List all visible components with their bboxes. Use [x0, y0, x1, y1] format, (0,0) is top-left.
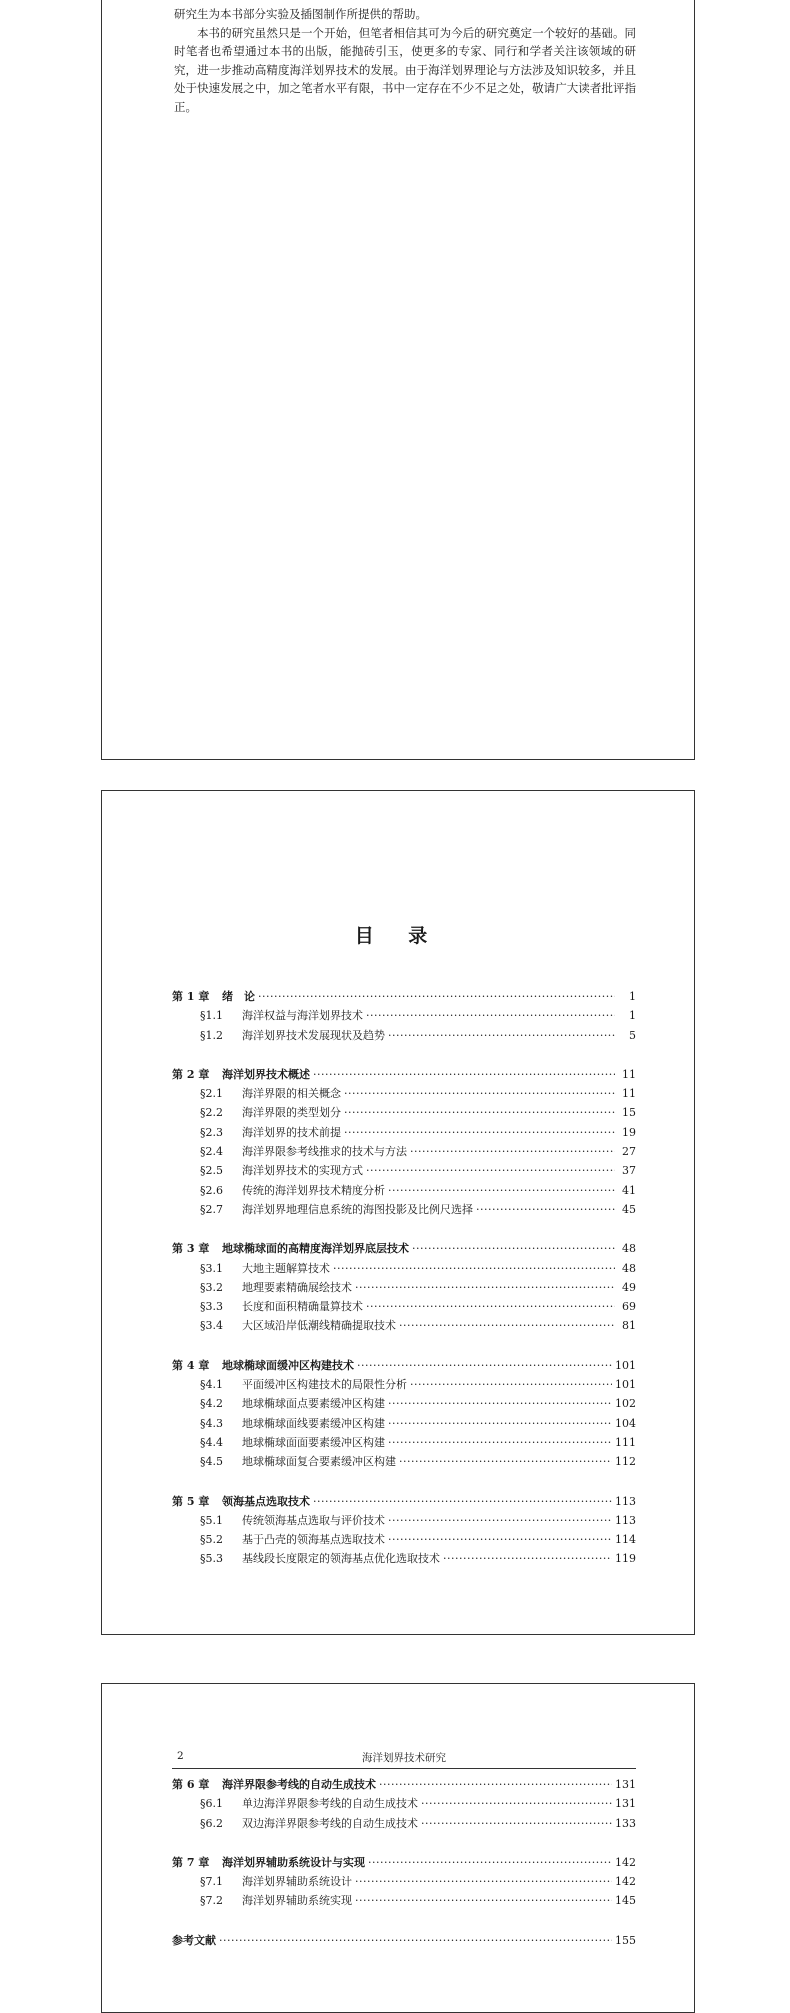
toc-chapter-group — [172, 988, 636, 1046]
entry-title: 海洋划界技术概述 — [222, 1067, 310, 1081]
toc-chapter-group — [172, 1854, 636, 1912]
entry-title: 海洋划界辅助系统实现 — [242, 1894, 352, 1908]
entry-number: 第 4 章 — [172, 1358, 210, 1372]
entry-title: 基线段长度限定的领海基点优化选取技术 — [242, 1552, 440, 1566]
dot-leader — [344, 1106, 615, 1119]
preface-text — [174, 5, 636, 117]
dot-leader — [355, 1281, 615, 1294]
toc-section-entry[interactable] — [172, 1892, 636, 1911]
entry-title: 大区域沿岸低潮线精确提取技术 — [242, 1319, 396, 1333]
toc-section-entry[interactable] — [172, 1873, 636, 1892]
entry-title: 海洋界限的类型划分 — [242, 1106, 341, 1120]
entry-number: 第 6 章 — [172, 1778, 210, 1791]
entry-page-number: 101 — [615, 1358, 636, 1372]
entry-page-number: 102 — [615, 1397, 636, 1411]
entry-number: §5.2 — [200, 1533, 223, 1547]
toc-chapter-entry[interactable] — [172, 1493, 636, 1512]
entry-title: 平面缓冲区构建技术的局限性分析 — [242, 1378, 407, 1392]
entry-page-number: 27 — [622, 1145, 636, 1159]
entry-number: §5.1 — [200, 1513, 223, 1527]
dot-leader — [355, 1875, 612, 1888]
dot-leader — [379, 1778, 612, 1791]
dot-leader — [366, 1009, 615, 1022]
entry-page-number: 131 — [615, 1778, 636, 1791]
entry-title: 地球椭球面复合要素缓冲区构建 — [242, 1455, 396, 1469]
running-title: 海洋划界技术研究 — [362, 1752, 446, 1764]
entry-page-number: 113 — [615, 1513, 636, 1527]
entry-page-number: 48 — [622, 1261, 636, 1275]
entry-number: §2.3 — [200, 1125, 223, 1139]
entry-number: §5.3 — [200, 1552, 223, 1566]
toc-section-entry[interactable] — [172, 1162, 636, 1181]
dot-leader — [368, 1856, 612, 1869]
entry-title: 海洋划界技术的实现方式 — [242, 1164, 363, 1178]
entry-number: 第 2 章 — [172, 1067, 210, 1081]
entry-title: 海洋划界辅助系统设计与实现 — [222, 1855, 365, 1869]
entry-number: §7.2 — [200, 1894, 223, 1908]
entry-title: 领海基点选取技术 — [222, 1494, 310, 1508]
entry-page-number: 1 — [629, 990, 636, 1003]
entry-page-number: 11 — [622, 1067, 636, 1081]
entry-number: §4.4 — [200, 1435, 223, 1449]
entry-title: 海洋界限参考线推求的技术与方法 — [242, 1145, 407, 1159]
dot-leader — [412, 1242, 615, 1255]
toc-section-entry[interactable] — [172, 1453, 636, 1472]
entry-title: 绪 论 — [222, 990, 255, 1003]
entry-number: §7.1 — [200, 1875, 223, 1889]
dot-leader — [421, 1817, 612, 1830]
toc-chapter-group — [172, 1066, 636, 1220]
entry-title: 地球椭球面的高精度海洋划界底层技术 — [222, 1242, 409, 1256]
toc-chapter-entry[interactable] — [172, 988, 636, 1007]
entry-title: 海洋划界辅助系统设计 — [242, 1875, 352, 1889]
toc-section-entry[interactable] — [172, 1512, 636, 1531]
dot-leader — [443, 1552, 612, 1565]
entry-number: §2.6 — [200, 1183, 223, 1197]
entry-page-number: 104 — [615, 1416, 636, 1430]
toc-chapter-entry[interactable] — [172, 1776, 636, 1795]
entry-page-number: 113 — [615, 1494, 636, 1508]
entry-title: 海洋划界技术发展现状及趋势 — [242, 1028, 385, 1042]
toc-section-entry[interactable] — [172, 1395, 636, 1414]
dot-leader — [258, 990, 615, 1003]
entry-page-number: 145 — [615, 1894, 636, 1908]
toc-section-entry[interactable] — [172, 1085, 636, 1104]
entry-number: §4.1 — [200, 1378, 223, 1392]
entry-page-number: 155 — [615, 1933, 636, 1947]
entry-number: §6.2 — [200, 1816, 223, 1830]
toc-section-entry[interactable] — [172, 1124, 636, 1143]
toc-section-entry[interactable] — [172, 1182, 636, 1201]
entry-number: §1.1 — [200, 1009, 223, 1023]
entry-page-number: 5 — [629, 1028, 636, 1042]
dot-leader — [357, 1359, 612, 1372]
toc-section-entry[interactable] — [172, 1104, 636, 1123]
dot-leader — [399, 1455, 612, 1468]
entry-title: 大地主题解算技术 — [242, 1261, 330, 1275]
toc-chapter-group — [172, 1357, 636, 1473]
toc-title: 目 录 — [354, 925, 442, 947]
entry-page-number: 133 — [615, 1816, 636, 1830]
dot-leader — [388, 1184, 615, 1197]
entry-number: §2.4 — [200, 1145, 223, 1159]
entry-page-number: 101 — [615, 1378, 636, 1392]
dot-leader — [366, 1164, 615, 1177]
dot-leader — [388, 1514, 612, 1527]
toc-chapter-group — [172, 1240, 636, 1336]
entry-title: 传统领海基点选取与评价技术 — [242, 1513, 385, 1527]
entry-title: 地理要素精确展绘技术 — [242, 1280, 352, 1294]
entry-page-number: 131 — [615, 1797, 636, 1811]
entry-page-number: 114 — [615, 1533, 636, 1547]
entry-number: §3.3 — [200, 1300, 223, 1314]
entry-page-number: 11 — [622, 1087, 636, 1101]
toc-section-entry[interactable] — [172, 1376, 636, 1395]
entry-number: §2.7 — [200, 1202, 223, 1216]
entry-title: 传统的海洋划界技术精度分析 — [242, 1183, 385, 1197]
dot-leader — [399, 1319, 615, 1332]
toc-chapter-group — [172, 1493, 636, 1570]
toc-section-entry[interactable] — [172, 1279, 636, 1298]
entry-title: 长度和面积精确量算技术 — [242, 1300, 363, 1314]
entry-page-number: 81 — [622, 1319, 636, 1333]
toc-section-entry[interactable] — [172, 1201, 636, 1220]
preface-paragraph-1: 研究生为本书部分实验及插图制作所提供的帮助。 — [174, 7, 427, 21]
dot-leader — [355, 1894, 612, 1907]
toc-list-page-2 — [172, 1776, 636, 1971]
toc-section-entry[interactable] — [172, 1531, 636, 1550]
entry-number: §3.4 — [200, 1319, 223, 1333]
dot-leader — [388, 1397, 612, 1410]
toc-list-page-1 — [172, 988, 636, 1590]
entry-title: 地球椭球面缓冲区构建技术 — [222, 1358, 354, 1372]
entry-number: §3.1 — [200, 1261, 223, 1275]
entry-title: 海洋划界地理信息系统的海图投影及比例尺选择 — [242, 1202, 473, 1216]
toc-section-entry[interactable] — [172, 1027, 636, 1046]
entry-page-number: 119 — [615, 1552, 636, 1566]
toc-chapter-group — [172, 1932, 636, 1951]
entry-number: §4.5 — [200, 1455, 223, 1469]
entry-page-number: 45 — [622, 1202, 636, 1216]
entry-number: §2.2 — [200, 1106, 223, 1120]
entry-number: §4.2 — [200, 1397, 223, 1411]
dot-leader — [388, 1417, 612, 1430]
entry-title: 海洋界限的相关概念 — [242, 1087, 341, 1101]
entry-page-number: 48 — [622, 1242, 636, 1256]
preface-paragraph-2: 本书的研究虽然只是一个开始，但笔者相信其可为今后的研究奠定一个较好的基础。同时笔者也希望通过本书的出版，能抛砖引玉，使更多的专家、同行和学者关注该领域的研究，进一步推动高精度海洋划界技术的发展。由于海洋划界理论与方法涉及知识较多，并且处于快速发展之中，加之笔者水平有限，书中一定存在不少不足之处，敬请广大读者批评指正。 — [174, 25, 636, 114]
entry-number: §3.2 — [200, 1280, 223, 1294]
entry-number: 第 3 章 — [172, 1242, 210, 1256]
toc-chapter-group — [172, 1776, 636, 1834]
toc-section-entry[interactable] — [172, 1298, 636, 1317]
entry-number: 第 1 章 — [172, 990, 210, 1003]
entry-page-number: 15 — [622, 1106, 636, 1120]
dot-leader — [313, 1068, 615, 1081]
toc-chapter-entry[interactable] — [172, 1066, 636, 1085]
entry-page-number: 37 — [622, 1164, 636, 1178]
toc-section-entry[interactable] — [172, 1317, 636, 1336]
entry-page-number: 112 — [615, 1455, 636, 1469]
entry-page-number: 49 — [622, 1280, 636, 1294]
toc-section-entry[interactable] — [172, 1795, 636, 1814]
entry-title: 单边海洋界限参考线的自动生成技术 — [242, 1797, 418, 1811]
dot-leader — [421, 1797, 612, 1810]
toc-section-entry[interactable] — [172, 1550, 636, 1569]
toc-section-entry[interactable] — [172, 1007, 636, 1026]
book-page-toc-1 — [101, 790, 695, 1635]
entry-number: §1.2 — [200, 1028, 223, 1042]
entry-page-number: 41 — [622, 1183, 636, 1197]
dot-leader — [476, 1203, 615, 1216]
entry-title: 地球椭球面点要素缓冲区构建 — [242, 1397, 385, 1411]
running-header — [172, 1748, 636, 1769]
toc-section-entry[interactable] — [172, 1415, 636, 1434]
dot-leader — [410, 1378, 612, 1391]
toc-section-entry[interactable] — [172, 1434, 636, 1453]
dot-leader — [388, 1533, 612, 1546]
entry-number: §4.3 — [200, 1416, 223, 1430]
dot-leader — [344, 1126, 615, 1139]
entry-page-number: 142 — [615, 1855, 636, 1869]
dot-leader — [333, 1262, 615, 1275]
entry-page-number: 111 — [615, 1435, 636, 1449]
dot-leader — [388, 1436, 612, 1449]
entry-title: 双边海洋界限参考线的自动生成技术 — [242, 1816, 418, 1830]
entry-title: 海洋界限参考线的自动生成技术 — [222, 1778, 376, 1791]
dot-leader — [344, 1087, 615, 1100]
toc-section-entry[interactable] — [172, 1143, 636, 1162]
entry-number: §2.5 — [200, 1164, 223, 1178]
entry-page-number: 69 — [622, 1300, 636, 1314]
page-number: 2 — [177, 1750, 184, 1762]
toc-chapter-entry[interactable] — [172, 1932, 636, 1951]
entry-title: 地球椭球面面要素缓冲区构建 — [242, 1435, 385, 1449]
dot-leader — [388, 1029, 615, 1042]
book-page-toc-2 — [101, 1683, 695, 2013]
entry-title: 地球椭球面线要素缓冲区构建 — [242, 1416, 385, 1430]
toc-chapter-entry[interactable] — [172, 1240, 636, 1259]
entry-title: 海洋权益与海洋划界技术 — [242, 1009, 363, 1023]
entry-number: §2.1 — [200, 1087, 223, 1101]
entry-number: 第 7 章 — [172, 1855, 210, 1869]
book-page-preface-end — [101, 0, 695, 760]
entry-page-number: 19 — [622, 1125, 636, 1139]
entry-number: §6.1 — [200, 1797, 223, 1811]
entry-page-number: 142 — [615, 1875, 636, 1889]
entry-title: 基于凸壳的领海基点选取技术 — [242, 1533, 385, 1547]
toc-section-entry[interactable] — [172, 1260, 636, 1279]
toc-chapter-entry[interactable] — [172, 1357, 636, 1376]
dot-leader — [410, 1145, 615, 1158]
dot-leader — [219, 1934, 612, 1947]
entry-number: 第 5 章 — [172, 1494, 210, 1508]
dot-leader — [366, 1300, 615, 1313]
toc-section-entry[interactable] — [172, 1815, 636, 1834]
toc-chapter-entry[interactable] — [172, 1854, 636, 1873]
entry-title: 海洋划界的技术前提 — [242, 1125, 341, 1139]
dot-leader — [313, 1495, 612, 1508]
entry-page-number: 1 — [629, 1009, 636, 1023]
entry-title: 参考文献 — [172, 1933, 216, 1947]
